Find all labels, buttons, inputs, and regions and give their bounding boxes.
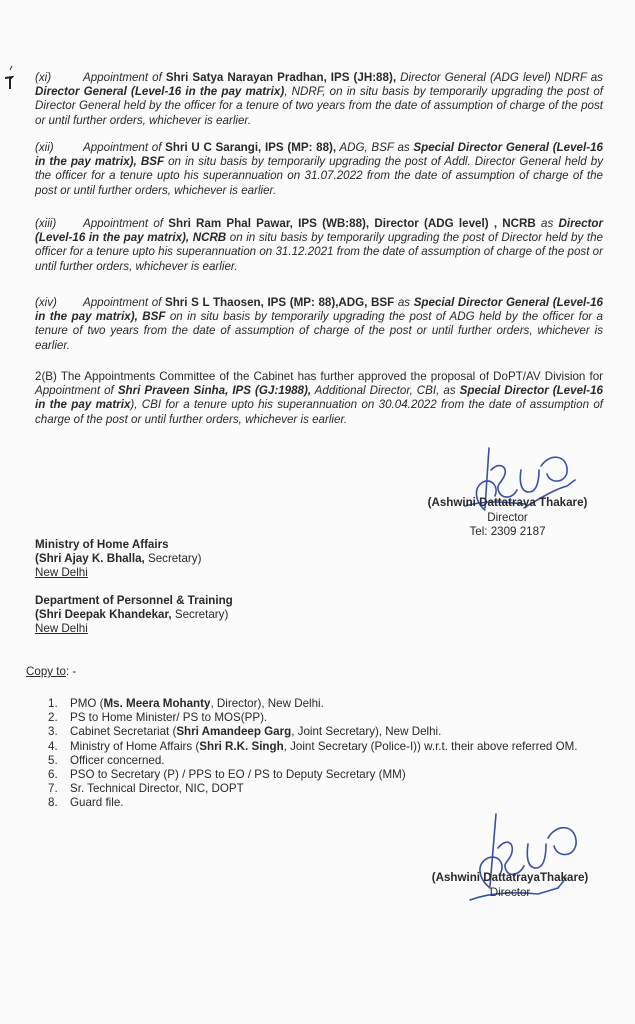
item-text xyxy=(70,754,610,768)
text-segment: on in situ basis by temporarily upgrading the post of ADG held by the officer for a tenure of two years from the date of assumption of charge of the post or until further orders, whichever is earlier. xyxy=(35,310,604,352)
item-text xyxy=(70,697,610,711)
signatory-designation: Director xyxy=(487,510,528,524)
text-segment: 2(B) The Appointments Committee of the Cabinet has further approved the proposal of DoPT/AV Division for xyxy=(35,370,603,383)
addressee-person: (Shri Ajay K. Bhalla, xyxy=(35,552,145,566)
text-segment: Shri Amandeep Garg xyxy=(176,725,292,739)
text-segment: Ms. Meera Mohanty xyxy=(103,697,211,710)
addressee-org: Department of Personnel & Training xyxy=(35,594,233,607)
item-number: 2. xyxy=(48,711,58,725)
text-segment: Director General (ADG level) NDRF as xyxy=(396,71,603,84)
copy-to-item xyxy=(48,697,610,711)
addressee-dopt xyxy=(35,594,233,637)
text-segment: Appointment of xyxy=(83,71,166,84)
text-segment: on in situ basis by temporarily upgrading the post of Director held by the officer for a tenure upto his superannuation on 31.12.2021 from the date of assumption of charge of the post or until further orders, whichever is earlier. xyxy=(35,231,603,273)
text-segment: Special Director General (Level-16 in the pay matrix), BSF xyxy=(35,141,603,169)
text-segment: Shri R.K. Singh xyxy=(199,739,284,753)
signatory-phone: Tel: 2309 2187 xyxy=(469,525,546,538)
copy-to-item xyxy=(48,711,610,725)
text-segment: Appointment of xyxy=(83,141,166,154)
paragraph-number: (xii) xyxy=(35,141,54,154)
paragraph-xiv xyxy=(35,296,603,353)
text-segment: Appointment of xyxy=(83,217,169,230)
copy-to-item xyxy=(48,740,610,754)
addressee-role: Secretary) xyxy=(171,608,229,622)
signatory-name: (Ashwini Dattatraya Thakare) xyxy=(427,496,588,509)
text-segment: Officer concerned. xyxy=(70,753,165,767)
item-number: 5. xyxy=(48,753,58,767)
copy-to-item xyxy=(48,754,610,768)
text-segment: Shri Ram Phal Pawar, IPS (WB:88), Director (ADG level) , NCRB xyxy=(168,217,536,230)
item-number: 1. xyxy=(48,697,58,710)
copy-to-list xyxy=(48,697,610,811)
signature-block-2 xyxy=(410,871,610,900)
text-segment: , Joint Secretary (Police-I)) w.r.t. their above referred OM. xyxy=(283,739,578,753)
paragraph-xii xyxy=(35,141,603,198)
addressee-mha xyxy=(35,538,201,581)
text-segment: as xyxy=(535,217,559,230)
text-segment: Appointment of xyxy=(83,296,165,309)
text-segment: Cabinet Secretariat ( xyxy=(70,725,177,739)
addressee-person: (Shri Deepak Khandekar, xyxy=(35,608,172,622)
addressee-person-line xyxy=(35,608,233,622)
item-number: 4. xyxy=(48,739,58,753)
item-text xyxy=(70,740,610,754)
addressee-org: Ministry of Home Affairs xyxy=(35,538,169,551)
text-segment: Director (Level-16 in the pay matrix), NCRB xyxy=(35,217,603,245)
text-segment: Special Director General (Level-16 in the pay matrix), BSF xyxy=(35,296,603,324)
text-segment: , Joint Secretary), New Delhi. xyxy=(291,725,442,739)
item-number: 8. xyxy=(48,796,58,810)
copy-to-label xyxy=(26,665,76,678)
text-segment: PSO to Secretary (P) / PPS to EO / PS to Deputy Secretary (MM) xyxy=(70,768,406,782)
paragraph-number: (xiii) xyxy=(35,217,57,230)
text-segment: , Director), New Delhi. xyxy=(210,697,324,710)
paragraph-number: (xiv) xyxy=(35,296,57,309)
item-text xyxy=(70,711,610,725)
text-segment: , NDRF, on in situ basis by temporarily upgrading the post of Director General held by the officer for a tenure of two years from the date of assumption of charge of the post or until further orders, whichever is earlier. xyxy=(35,85,603,127)
paragraph-xi xyxy=(35,71,603,128)
text-segment: Special Director (Level-16 in the pay matrix xyxy=(35,384,603,412)
item-number: 7. xyxy=(48,782,58,796)
text-segment: PS to Home Minister/ PS to MOS(PP). xyxy=(70,711,268,725)
paragraph-xiii xyxy=(35,217,603,274)
text-segment: Shri Satya Narayan Pradhan, IPS (JH:88), xyxy=(165,71,397,84)
margin-mark xyxy=(4,64,14,90)
copy-to-item xyxy=(48,725,610,739)
text-segment: Additional Director, CBI, as xyxy=(311,384,460,398)
text-segment: Ministry of Home Affairs ( xyxy=(70,739,200,753)
item-text xyxy=(70,768,610,782)
text-segment: Sr. Technical Director, NIC, DOPT xyxy=(70,782,244,796)
text-segment: Guard file. xyxy=(70,796,124,810)
addressee-city: New Delhi xyxy=(35,566,88,580)
text-segment: Director General (Level-16 in the pay matrix) xyxy=(35,85,285,99)
text-segment: Shri Praveen Sinha, IPS (GJ:1988), xyxy=(117,384,312,398)
paragraph-2b xyxy=(35,370,603,427)
item-number: 6. xyxy=(48,768,58,782)
item-text xyxy=(70,725,610,739)
text-segment: on in situ basis by temporarily upgrading the post of Addl. Director General held by the officer for a tenure upto his superannuation on 31.07.2022 from the date of assumption of charge of the post or until further orders, whichever is earlier. xyxy=(35,155,603,197)
text-segment: ADG, BSF as xyxy=(336,141,414,154)
item-text xyxy=(70,782,610,796)
text-segment: ), CBI for a tenure upto his superannuation on 30.04.2022 from the date of assumption of charge of the post or until further orders, whichever is earlier. xyxy=(35,398,604,426)
addressee-role: Secretary) xyxy=(144,552,202,566)
text-segment: Appointment of xyxy=(35,384,118,398)
copy-to-item xyxy=(48,782,610,796)
paragraph-number: (xi) xyxy=(35,71,52,84)
text-segment: PMO ( xyxy=(70,697,104,710)
signatory-designation: Director xyxy=(489,885,531,899)
copy-to-text: Copy to xyxy=(26,665,66,678)
text-segment: Shri S L Thaosen, IPS (MP: 88),ADG, BSF xyxy=(164,296,395,309)
text-segment: as xyxy=(394,296,414,309)
signature-block-1 xyxy=(405,496,610,540)
addressee-person-line xyxy=(35,552,201,566)
signatory-name: (Ashwini DattatrayaThakare) xyxy=(431,871,589,884)
copy-to-suffix: : - xyxy=(65,665,77,678)
copy-to-item xyxy=(48,768,610,782)
text-segment: Shri U C Sarangi, IPS (MP: 88), xyxy=(165,141,337,154)
item-number: 3. xyxy=(48,725,58,739)
addressee-city: New Delhi xyxy=(35,622,88,636)
